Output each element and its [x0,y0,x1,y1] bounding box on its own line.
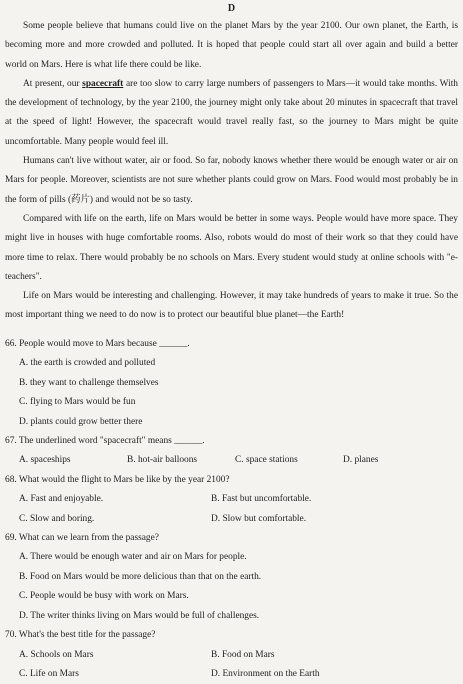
reading-passage [5,17,458,326]
question-66-option-d: D. plants could grow better there [19,416,143,427]
question-67-option-a: A. spaceships [19,455,71,466]
question-70-option-a: A. Schools on Mars [19,649,94,660]
question-70-option-b: B. Food on Mars [211,649,275,660]
question-70-options-row-1 [19,646,458,665]
question-70-option-d: D. Environment on the Earth [211,668,320,679]
question-69-option-d: D. The writer thinks living on Mars would be full of challenges. [19,610,260,621]
question-68-option-c: C. Slow and boring. [19,513,95,524]
question-68-option-b: B. Fast but uncomfortable. [211,494,312,505]
question-67-stem: 67. The underlined word "spacecraft" means ______. [5,436,205,447]
question-66-stem: 66. People would move to Mars because ______. [5,339,190,349]
question-68-option-a: A. Fast and enjoyable. [19,494,104,505]
paragraph-4: Compared with life on the earth, life on Mars would be better in some ways. People would have more space. They might live in houses with huge comfortable rooms. Also, robots would do most of their work so that they could have more time to relax. There would probably be no schools on Mars. Every student would study at online schools with "e-teachers". [5,213,458,282]
paragraph-2 [5,75,458,152]
question-67-option-d: D. planes [343,455,379,466]
question-68-option-d: D. Slow but comfortable. [211,513,307,524]
question-69-option-a: A. There would be enough water and air on Mars for people. [19,552,247,563]
question-69-stem: 69. What can we learn from the passage? [5,533,159,544]
question-70-stem: 70. What's the best title for the passage? [5,630,156,641]
paragraph-5: Life on Mars would be interesting and challenging. However, it may take hundreds of years to make it true. So the most important thing we need to do now is to protect our beautiful blue planet—the Earth! [5,291,458,321]
question-68-options-row-2 [19,510,458,529]
question-67-options [19,451,458,470]
paragraph-1: Some people believe that humans could live on the planet Mars by the year 2100. Our own planet, the Earth, is becoming more and more crowded and polluted. It is hoped that people could start all over again and build a better world on Mars. Here is what life there could be like. [5,21,458,70]
paragraph-2-rest: are too slow to carry large numbers of passengers to Mars—it would take months. With the development of technology, by the year 2100, the journey might only take about 20 minutes in spacecraft that travel at the speed of light! However, the spacecraft would travel really fast, so the journey to Mars might be quite uncomfortable. Many people would feel ill. [5,78,458,147]
question-66-option-b: B. they want to challenge themselves [19,377,159,388]
question-70-option-c: C. Life on Mars [19,668,79,679]
question-68-options-row-1 [19,490,458,509]
question-68-stem: 68. What would the flight to Mars be like by the year 2100? [5,474,230,485]
question-69-option-c: C. People would be busy with work on Mars. [19,591,189,602]
paragraph-3: Humans can't live without water, air or food. So far, nobody knows whether there would be enough water or air on Mars for people. Moreover, scientists are not sure whether plants could grow on Mars. Food would most probably be in the form of pills (药片) and would not be so tasty. [5,156,458,205]
question-66-option-a: A. the earth is crowded and polluted [19,358,156,369]
question-67-option-c: C. space stations [235,455,298,466]
question-list [5,335,458,684]
underlined-word: spacecraft [82,78,124,89]
question-67-option-b: B. hot-air balloons [127,455,198,466]
paragraph-2-start: At present, our [23,78,83,89]
section-header: D [227,3,236,14]
question-70-options-row-2 [19,665,458,684]
question-69-option-b: B. Food on Mars would be more delicious than that on the earth. [19,571,262,582]
question-66-option-c: C. flying to Mars would be fun [19,397,136,408]
